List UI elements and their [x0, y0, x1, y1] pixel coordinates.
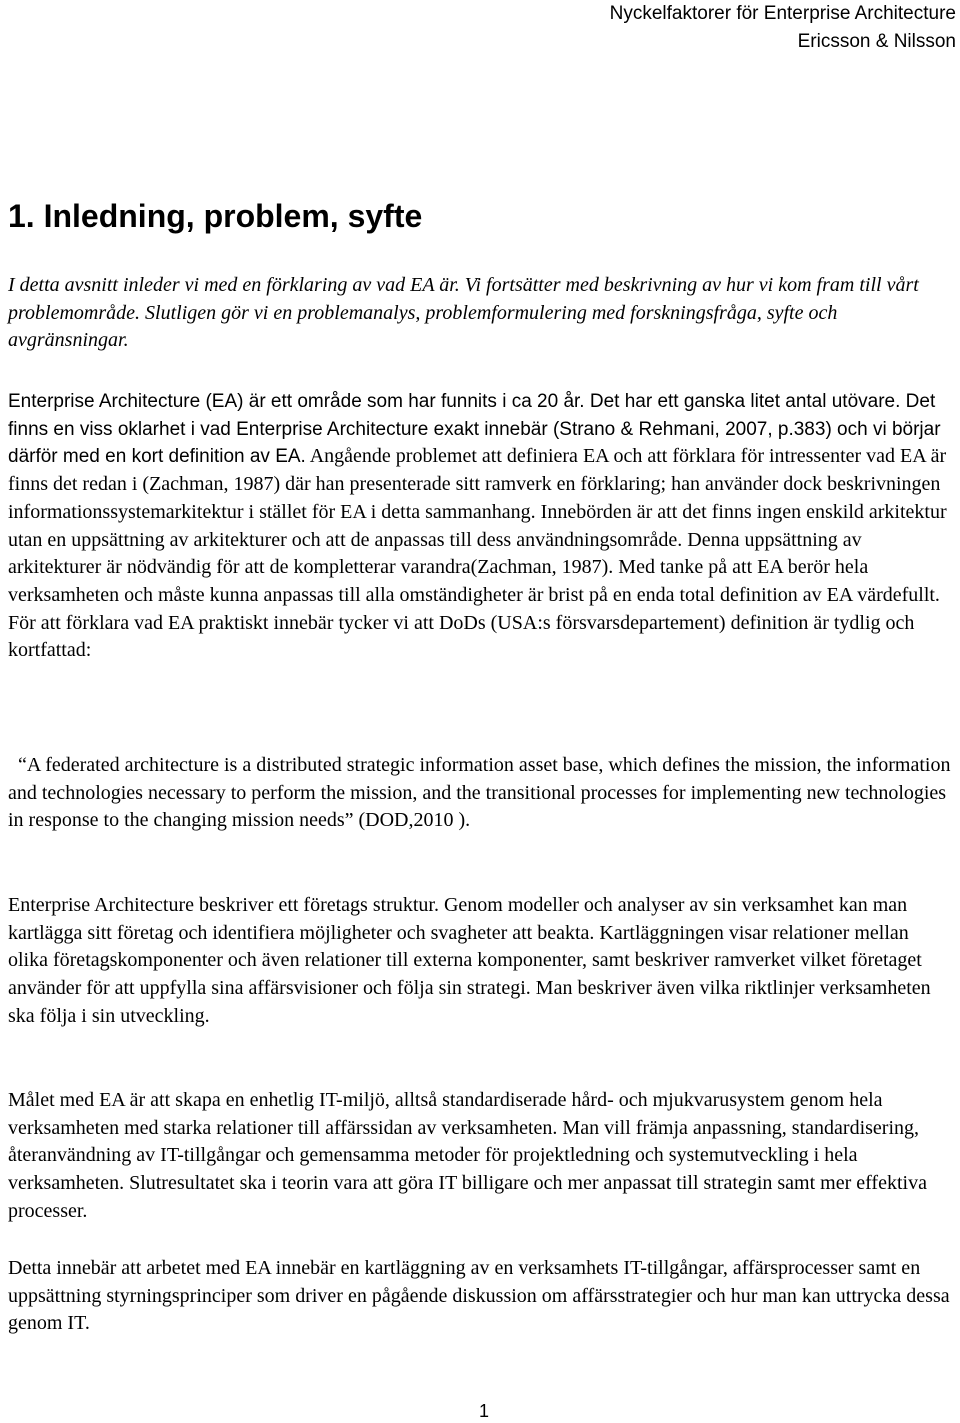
body-paragraph-3: Målet med EA är att skapa en enhetlig IT-miljö, alltså standardiserade hård- och mjukvarusystem genom hela verksamheten med starka relationer till affärssidan av verksamheten. Man vill främja anpassning, standardisering, återanvändning av IT-tillgångar och gemensamma metoder för projektledning och systemutveckling i hela verksamheten. Slutresultatet ska i teorin vara att göra IT billigare och mer anpassat till strategin samt mer effektiva processer. — [8, 1089, 927, 1222]
intro-paragraph: I detta avsnitt inleder vi med en förklaring av vad EA är. Vi fortsätter med beskrivning av hur vi kom fram till vårt problemområde. Slutligen gör vi en problemanalys, problemformulering med forskningsfråga, syfte och avgränsningar. — [8, 274, 919, 352]
body-paragraph-4: Detta innebär att arbetet med EA innebär en kartläggning av en verksamhets IT-tillgångar, affärsprocesser samt en uppsättning styrningsprinciper som driver en pågående diskussion om affärsstrategier och hur man kan uttrycka dessa genom IT. — [8, 1257, 950, 1335]
section-heading: 1. Inledning, problem, syfte — [8, 198, 423, 234]
header-title: Nyckelfaktorer för Enterprise Architecture — [609, 3, 956, 24]
body-serif-text: Angående problemet att definiera EA och att förklara för intressenter vad EA är finns det redan i (Zachman, 1987) där han presenterade sitt ramverk en förklaring; han använder dock beskrivningen informationssystemarkitektur i stället för EA i detta sammanhang. Innebörden är att det finns ingen enskild arkitektur utan en uppsättning av arkitekturer och att de anpassas till dess användningsområde. Denna uppsättning av arkitekturer är nödvändig för att de kompletterar varandra(Zachman, 1987). Med tanke på att EA berör hela verksamheten och måste kunna anpassas till alla omständigheter är brist på en enda total definition av EA värdefullt. För att förklara vad EA praktiskt innebär tycker vi att DoDs (USA:s försvarsdepartement) definition är tydlig och kortfattad: — [8, 445, 947, 662]
body-sans-text: Enterprise Architecture (EA) är ett område som har funnits i ca 20 år. Det har ett ganska litet antal utövare. Det finns en viss oklarhet i vad Enterprise Architecture exakt innebär (Strano & Rehmani, 2007, p.383) och vi börjar därför med en kort definition av EA. — [8, 391, 941, 468]
dod-quote — [8, 752, 953, 835]
body-paragraph-1 — [8, 388, 953, 665]
header-authors: Ericsson & Nilsson — [797, 31, 956, 52]
dod-quote-text: “A federated architecture is a distributed strategic information asset base, which defines the mission, the information and technologies necessary to perform the mission, and the transitional processes for implementing new technologies in response to the changing mission needs” (DOD,2010 ). — [8, 754, 951, 832]
page-number-text: 1 — [478, 1401, 489, 1421]
body-paragraph-2: Enterprise Architecture beskriver ett företags struktur. Genom modeller och analyser av sin verksamhet kan man kartlägga sitt företag och identifiera möjligheter och svagheter att beakta. Kartläggningen visar relationer mellan olika företagskomponenter och även relationer till externa komponenter, samt beskriver ramverket vilket företaget använder för att uppfylla sina affärsvisioner och följa sin strategi. Man beskriver även vilka riktlinjer verksamheten ska följa i sin utveckling. — [8, 894, 931, 1027]
page-number — [0, 1399, 960, 1423]
running-header — [610, 0, 956, 56]
